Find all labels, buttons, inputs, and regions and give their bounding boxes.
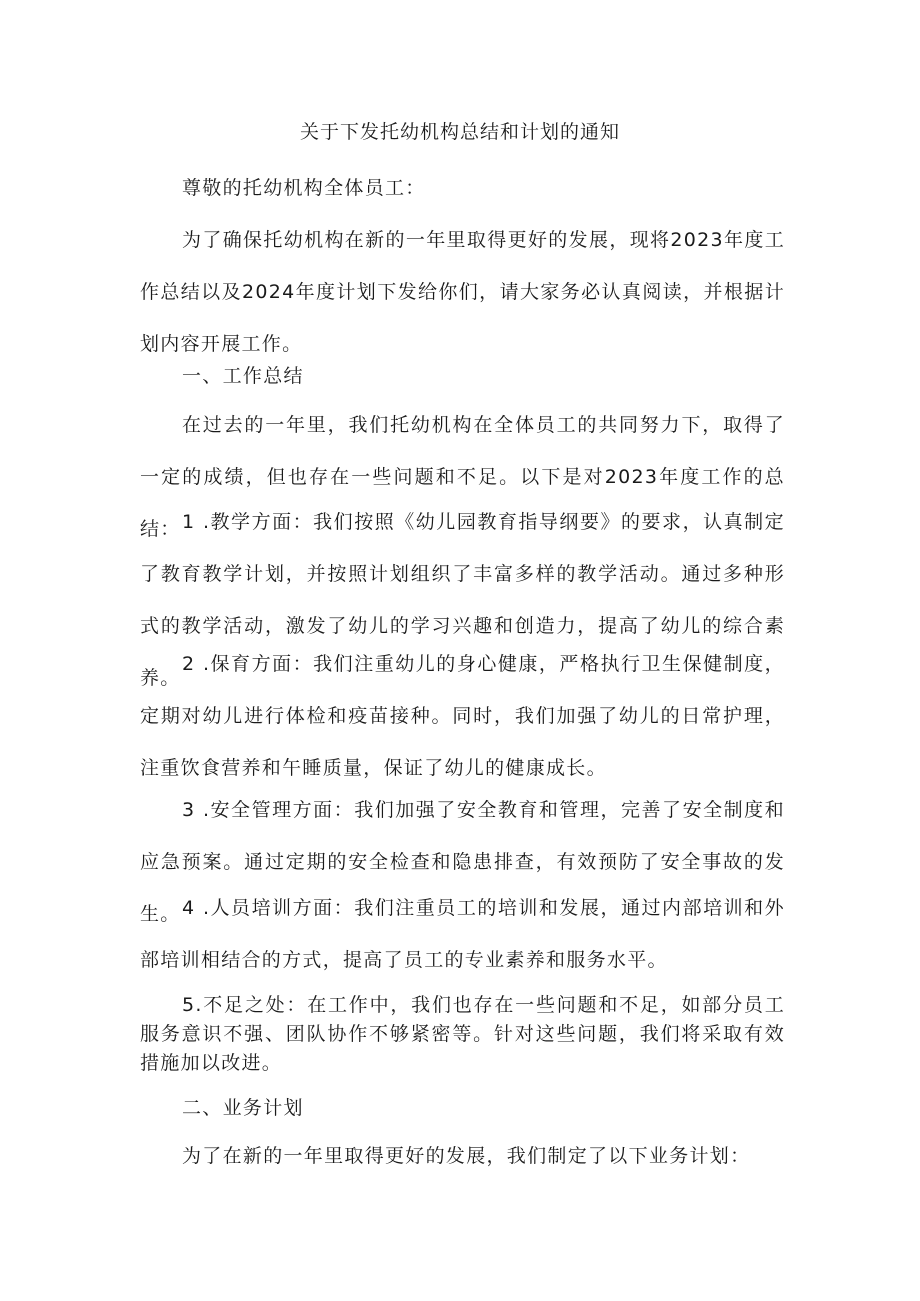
summary-item-care: 2 .保育方面：我们注重幼儿的身心健康，严格执行卫生保健制度，定期对幼儿进行体检和疫苗接种。同时，我们加强了幼儿的日常护理，注重饮食营养和午睡质量，保证了幼儿的健康成长。 [140, 653, 785, 779]
document-title: 关于下发托幼机构总结和计划的通知 [299, 121, 620, 143]
section2-intro-paragraph: 为了在新的一年里取得更好的发展，我们制定了以下业务计划： [182, 1145, 751, 1167]
section1-heading: 一、工作总结 [182, 365, 304, 387]
summary-item-teaching: 1 .教学方面：我们按照《幼儿园教育指导纲要》的要求，认真制定了教育教学计划，并按照计划组织了丰富多样的教学活动。通过多种形式的教学活动，激发了幼儿的学习兴趣和创造力，提高了幼儿的综合素养。 [140, 511, 785, 689]
salutation: 尊敬的托幼机构全体员工： [182, 177, 426, 199]
section1-intro-paragraph: 在过去的一年里，我们托幼机构在全体员工的共同努力下，取得了一定的成绩，但也存在一些问题和不足。以下是对2023年度工作的总结： [140, 414, 785, 540]
intro-paragraph: 为了确保托幼机构在新的一年里取得更好的发展，现将2023年度工作总结以及2024年度计划下发给你们，请大家务必认真阅读，并根据计划内容开展工作。 [140, 229, 785, 355]
summary-item-safety: 3 .安全管理方面：我们加强了安全教育和管理，完善了安全制度和应急预案。通过定期的安全检查和隐患排查，有效预防了安全事故的发生。 [140, 799, 785, 925]
summary-item-training: 4 .人员培训方面：我们注重员工的培训和发展，通过内部培训和外部培训相结合的方式，提高了员工的专业素养和服务水平。 [140, 897, 785, 971]
summary-item-shortcomings: 5.不足之处：在工作中，我们也存在一些问题和不足，如部分员工服务意识不强、团队协作不够紧密等。针对这些问题，我们将采取有效措施加以改进。 [140, 994, 785, 1074]
section2-heading: 二、业务计划 [182, 1097, 304, 1119]
